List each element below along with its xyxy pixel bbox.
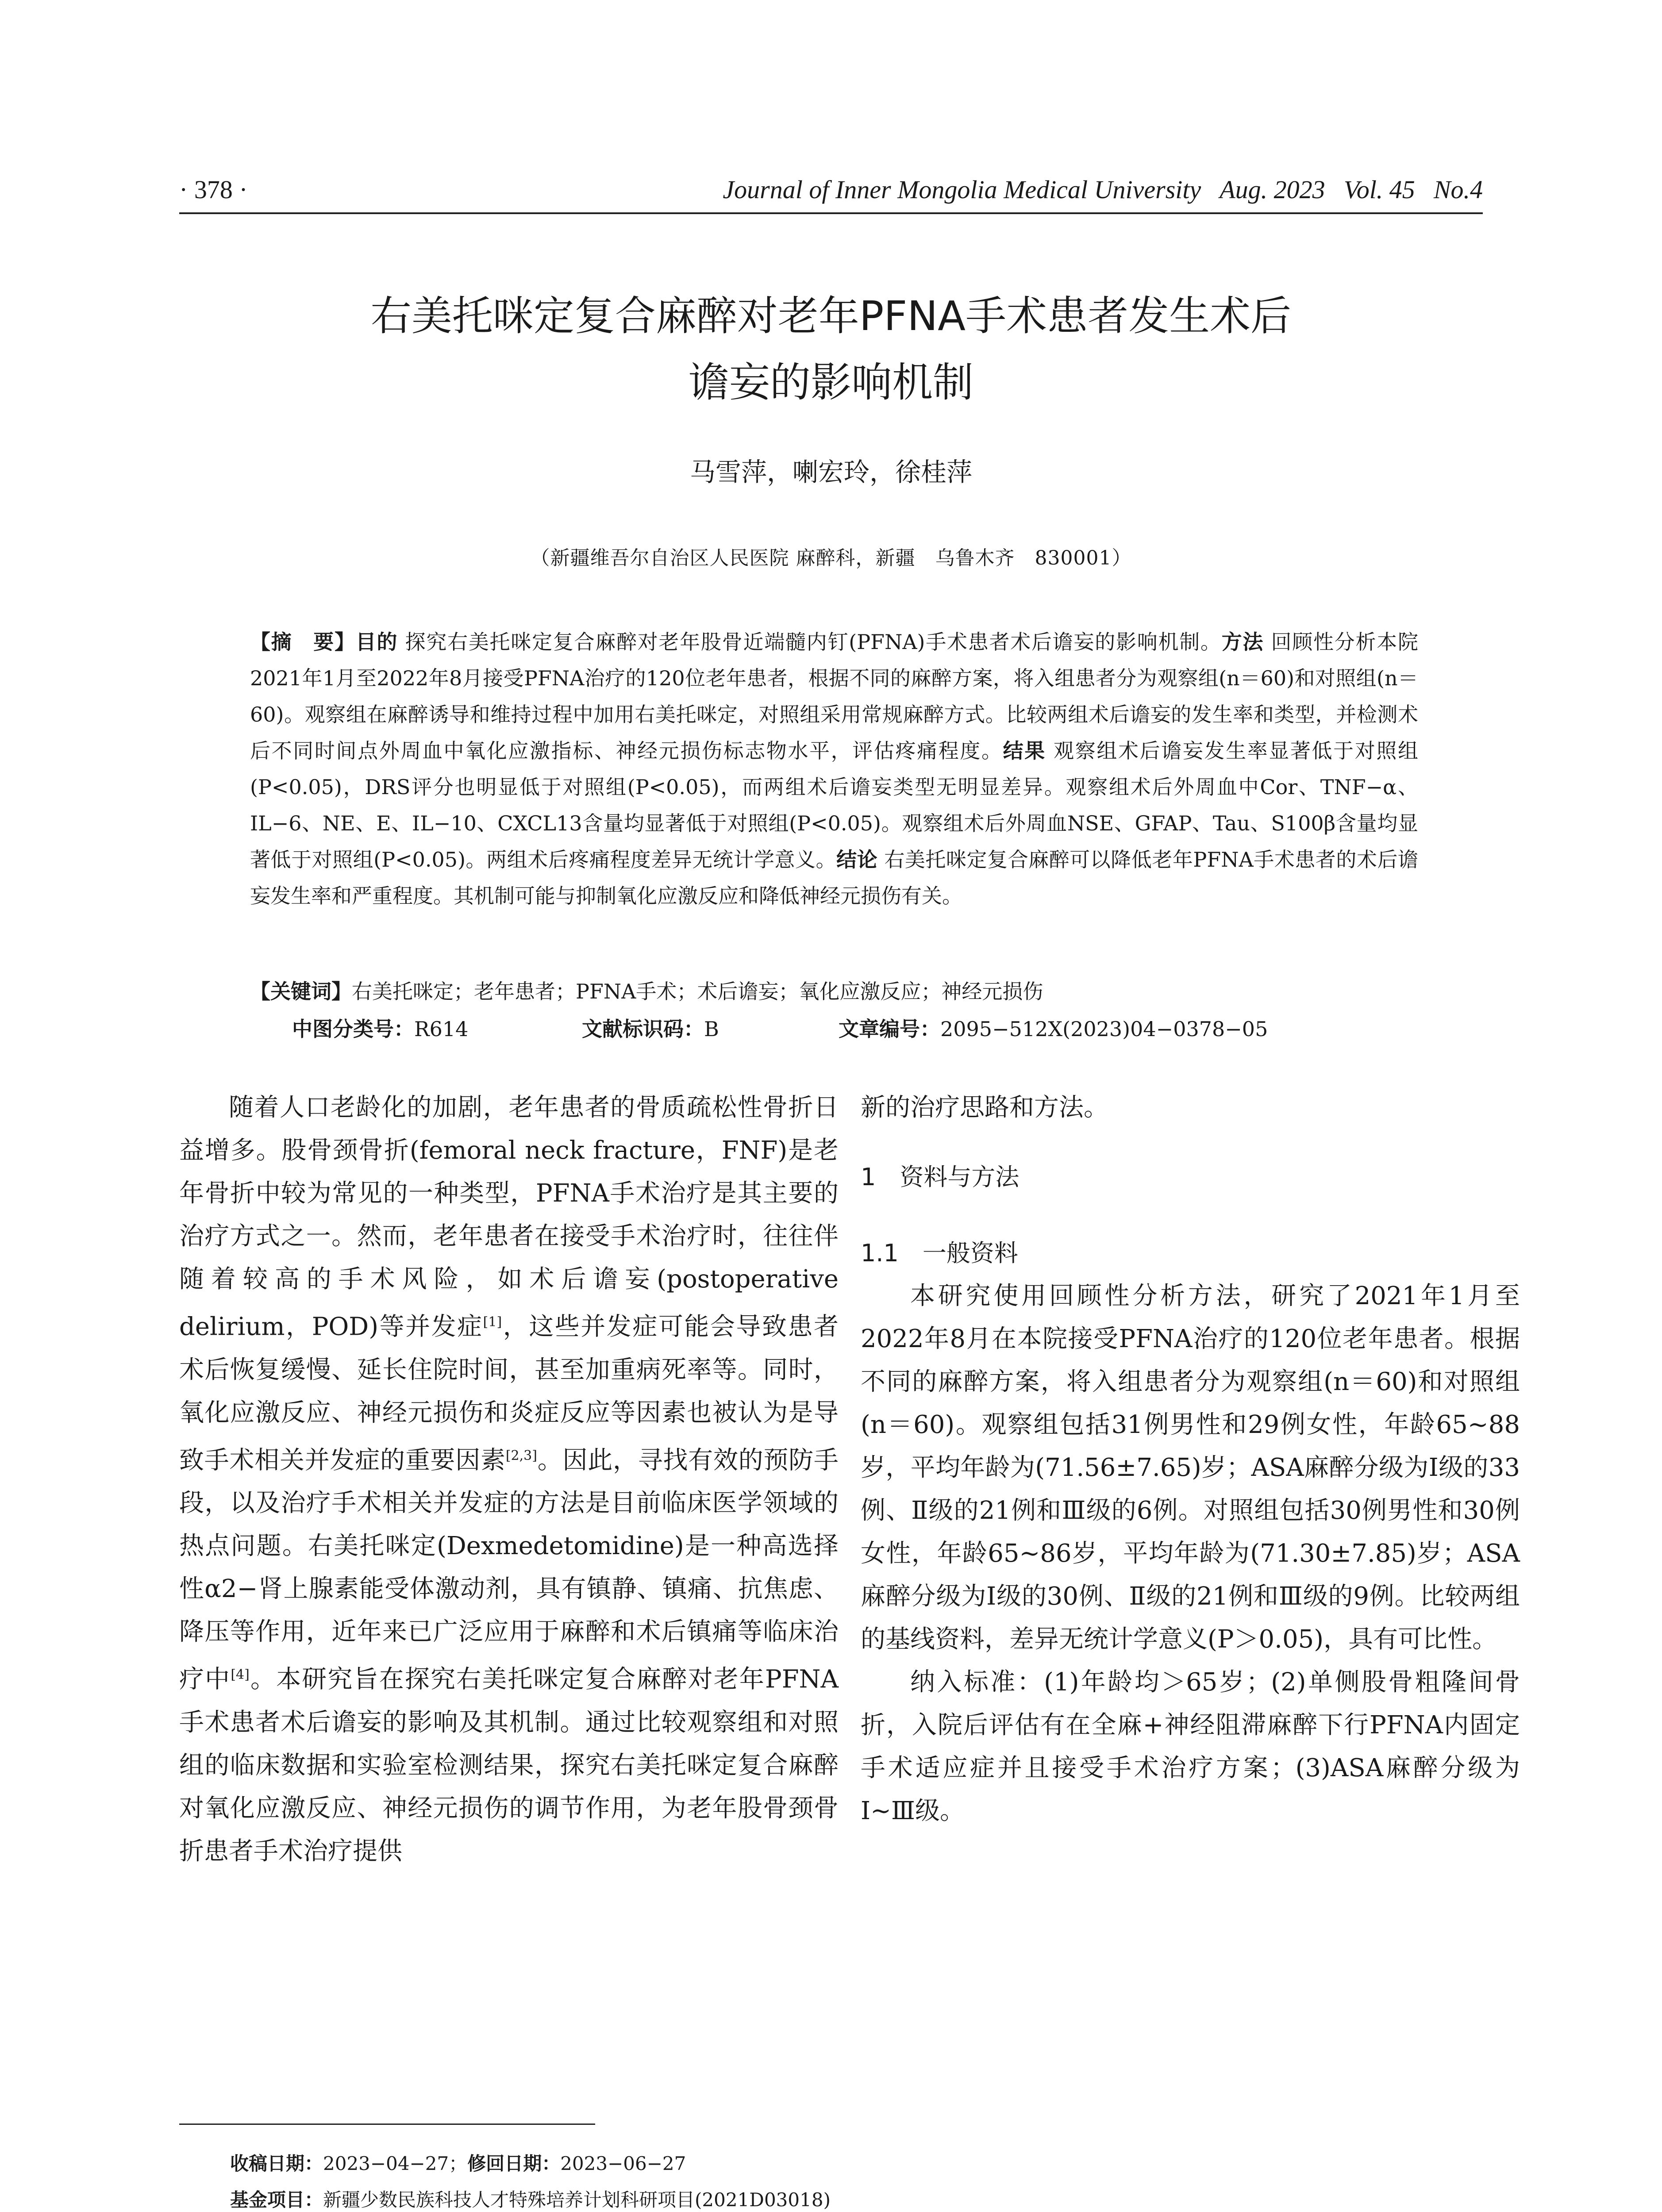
article-value: 2095−512X(2023)04−0378−05 [940,1017,1268,1041]
abstract [250,624,1418,914]
results-text: 观察组术后谵妄发生率显著低于对照组(P<0.05)，DRS评分也明显低于对照组(P<0.05)，而两组术后谵妄类型无明显差异。观察组术后外周血中Cor、TNF−α、IL−6、NE、E、IL−10、CXCL13含量均显著低于对照组(P<0.05)。观察组术后外周血NSE、GFAP、Tau、S100β含量均显著低于对照组(P<0.05)。两组术后疼痛程度差异无统计学意义。 [250,739,1419,872]
section-heading-1: 1 资料与方法 [861,1163,1020,1191]
revised-label: 修回日期： [467,2153,561,2174]
journal-name: Journal of Inner Mongolia Medical University [723,175,1201,204]
intro-paragraph [179,1086,839,1873]
intro-text-4: 。本研究旨在探究右美托咪定复合麻醉对老年PFNA手术患者术后谵妄的影响及其机制。通过比较观察组和对照组的临床数据和实验室检测结果，探究右美托咪定复合麻醉对氧化应激反应、神经元损伤的调节作用，为老年股骨颈骨折患者手术治疗提供 [179,1665,839,1866]
doc-code [582,1011,719,1047]
keywords-label: 【关键词】 [250,979,352,1003]
clc-number [292,1011,468,1047]
article-label: 文章编号： [839,1017,940,1041]
abstract-label: 【摘 要】 [250,630,356,654]
received-date: 2023−04−27； [323,2153,468,2174]
title-line-2: 谵妄的影响机制 [688,359,973,406]
dates-line [230,2146,1513,2182]
article-title [0,283,1662,416]
general-info-paragraph: 本研究使用回顾性分析方法，研究了2021年1月至2022年8月在本院接受PFNA治疗的120位老年患者。根据不同的麻醉方案，将入组患者分为观察组(n＝60)和对照组(n＝60)。观察组包括31例男性和29例女性，年龄65~88岁，平均年龄为(71.56±7.65)岁；ASA麻醉分级为Ⅰ级的33例、Ⅱ级的21例和Ⅲ级的6例。对照组包括30例男性和30例女性，年龄65~86岁，平均年龄为(71.30±7.85)岁；ASA麻醉分级为Ⅰ级的30例、Ⅱ级的21例和Ⅲ级的9例。比较两组的基线资料，差异无统计学意义(P＞0.05)，具有可比性。 [861,1282,1520,1654]
intro-text-1: 随着人口老龄化的加剧，老年患者的骨质疏松性骨折日益增多。股骨颈骨折(femoral neck fracture，FNF)是老年骨折中较为常见的一种类型，PFNA手术治疗是其主要的治疗方式之一。然而，老年患者在接受手术治疗时，往往伴随着较高的手术风险，如术后谵妄(postoperative delirium，POD)等并发症 [179,1093,839,1341]
fund-line [230,2182,1513,2212]
inclusion-criteria-paragraph: 纳入标准：(1)年龄均＞65岁；(2)单侧股骨粗隆间骨折，入院后评估有在全麻+神经阻滞麻醉下行PFNA内固定手术适应症并且接受手术治疗方案；(3)ASA麻醉分级为Ⅰ~Ⅲ级。 [861,1668,1520,1825]
methods-label: 方法 [1221,630,1264,654]
footnote-rule [179,2124,595,2125]
keywords [250,973,1418,1010]
methods-text: 回顾性分析本院2021年1月至2022年8月接受PFNA治疗的120位老年患者，根据不同的麻醉方案，将入组患者分为观察组(n＝60)和对照组(n＝60)。观察组在麻醉诱导和维持过程中加用右美托咪定，对照组采用常规麻醉方式。比较两组术后谵妄的发生率和类型，并检测术后不同时间点外周血中氧化应激指标、神经元损伤标志物水平，评估疼痛程度。 [250,630,1419,763]
keywords-text: 右美托咪定；老年患者；PFNA手术；术后谵妄；氧化应激反应；神经元损伤 [352,979,1043,1003]
revised-date: 2023−06−27 [560,2153,686,2174]
ref-1: [1] [483,1314,502,1330]
title-line-1: 右美托咪定复合麻醉对老年PFNA手术患者发生术后 [370,292,1292,340]
results-label: 结果 [1003,739,1046,763]
fund-label: 基金项目： [230,2189,323,2211]
issue: No.4 [1433,175,1483,204]
objective-text: 探究右美托咪定复合麻醉对老年股骨近端髓内钉(PFNA)手术患者术后谵妄的影响机制。 [405,630,1222,654]
intro-continuation: 新的治疗思路和方法。 [861,1093,1108,1122]
fund-text: 新疆少数民族科技人才特殊培养计划科研项目(2021D03018) [323,2189,831,2211]
ref-3: [4] [231,1667,250,1683]
journal-info [704,175,1483,204]
clc-label: 中图分类号： [292,1017,414,1041]
received-label: 收稿日期： [230,2153,323,2174]
clc-value: R614 [414,1017,469,1041]
issue-date: Aug. 2023 [1220,175,1325,204]
page-header [179,175,1483,215]
volume: Vol. 45 [1343,175,1415,204]
header-rule [179,212,1483,214]
affiliation: （新疆维吾尔自治区人民医院 麻醉科，新疆 乌鲁木齐 830001） [530,547,1132,569]
doc-label: 文献标识码： [582,1017,704,1041]
footnotes [230,2146,1513,2212]
right-column [861,1086,1520,1832]
conclusion-label: 结论 [836,848,878,872]
conclusion-text: 右美托咪定复合麻醉可以降低老年PFNA手术患者的术后谵妄发生率和严重程度。其机制可能与抑制氧化应激反应和降低神经元损伤有关。 [250,848,1419,908]
authors: 马雪萍，喇宏玲，徐桂萍 [689,457,972,487]
article-number [839,1011,1268,1047]
objective-label: 目的 [355,630,398,654]
left-column [179,1086,839,1873]
section-heading-1-1: 1.1 一般资料 [861,1239,1018,1267]
ref-2: [2,3] [505,1448,537,1463]
doc-value: B [704,1017,719,1041]
page-number: · 378 · [179,175,248,204]
intro-text-3: 。因此，寻找有效的预防手段，以及治疗手术相关并发症的方法是目前临床医学领域的热点问题。右美托咪定(Dexmedetomidine)是一种高选择性α2−肾上腺素能受体激动剂，具有镇静、镇痛、抗焦虑、降压等作用，近年来已广泛应用于麻醉和术后镇痛等临床治疗中 [179,1446,839,1694]
intro-text-2: ，这些并发症可能会导致患者术后恢复缓慢、延长住院时间，甚至加重病死率等。同时，氧化应激反应、神经元损伤和炎症反应等因素也被认为是导致手术相关并发症的重要因素 [179,1312,839,1475]
